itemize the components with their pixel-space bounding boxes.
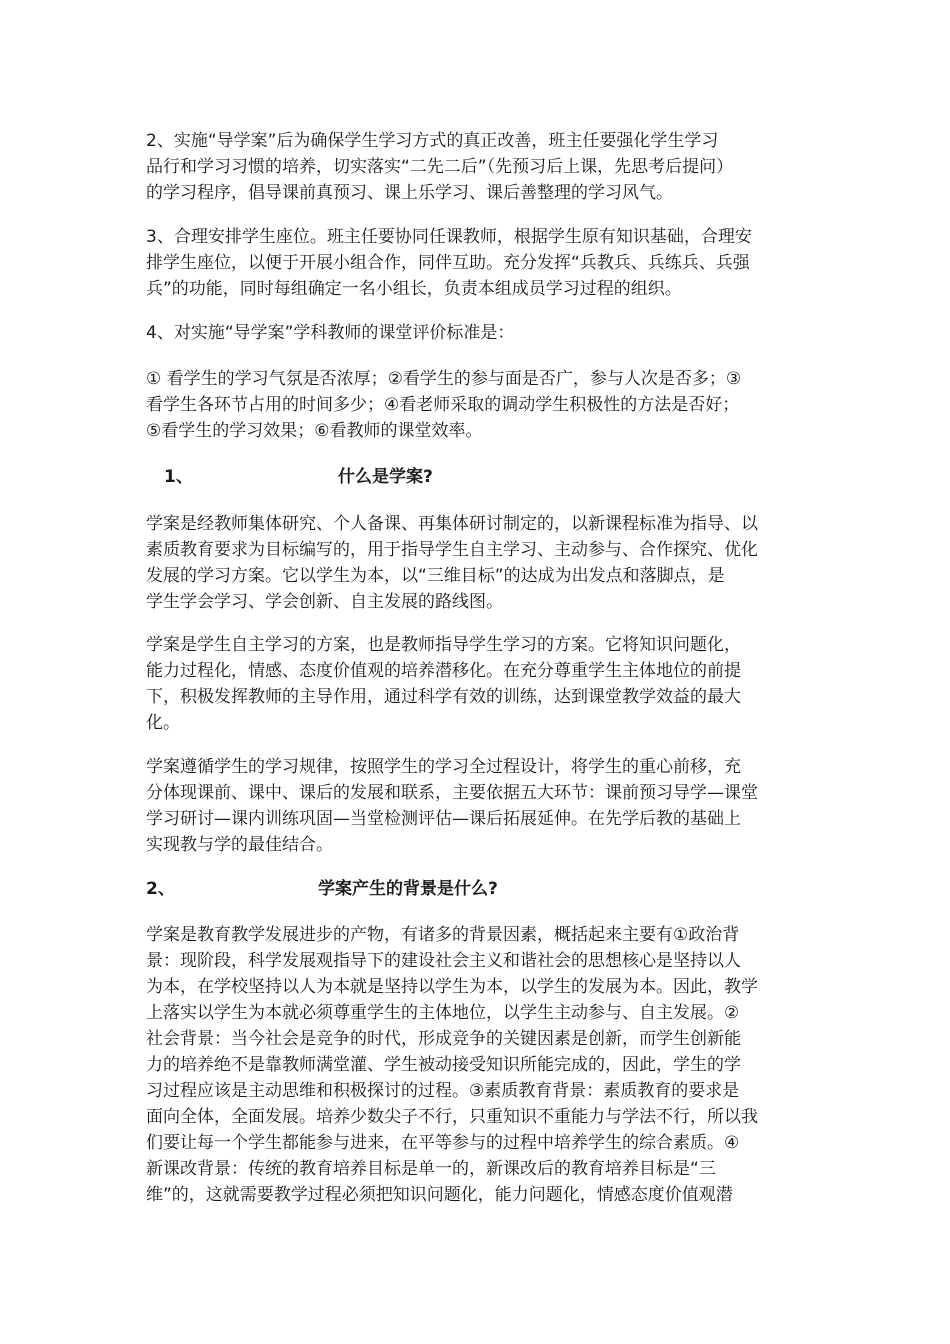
text-line: ⑤看学生的学习效果；⑥看教师的课堂效率。 <box>146 421 483 441</box>
text-line: 看学生各环节占用的时间多少；④看老师采取的调动学生积极性的方法是否好； <box>146 395 740 415</box>
text-line: 素质教育要求为目标编写的，用于指导学生自主学习、主动参与、合作探究、优化 <box>146 540 758 560</box>
text-line: 品行和学习习惯的培养，切实落实“二先二后”（先预习后上课，先思考后提问） <box>146 157 734 177</box>
text-line: 发展的学习方案。它以学生为本，以“三维目标”的达成为出发点和落脚点，是 <box>146 566 725 586</box>
text-line: 的学习程序，倡导课前真预习、课上乐学习、课后善整理的学习风气。 <box>146 183 673 203</box>
paragraph-study-plan-process <box>146 754 806 858</box>
text-line: 社会背景：当今社会是竞争的时代，形成竞争的关键因素是创新，而学生创新能 <box>146 1029 741 1049</box>
text-line: 下，积极发挥教师的主导作用，通过科学有效的训练，达到课堂教学效益的最大 <box>146 687 741 707</box>
paragraph-study-plan-definition <box>146 511 806 615</box>
paragraph-guide-plan-implementation <box>146 128 806 206</box>
text-line: 习过程应该是主动思维和积极探讨的过程。③素质教育背景：素质教育的要求是 <box>146 1081 740 1101</box>
text-line: 排学生座位，以便于开展小组合作，同伴互助。充分发挥“兵教兵、兵练兵、兵强 <box>146 253 750 273</box>
paragraph-study-plan-role <box>146 632 806 736</box>
section-heading-what-is-study-plan <box>146 464 806 490</box>
text-line: ① 看学生的学习气氛是否浓厚；②看学生的参与面是否广，参与人次是否多；③ <box>146 369 742 389</box>
text-line: 景：现阶段，科学发展观指导下的建设社会主义和谐社会的思想核心是坚持以人 <box>146 951 741 971</box>
text-line: 2、实施“导学案”后为确保学生学习方式的真正改善，班主任要强化学生学习 <box>146 131 719 151</box>
text-line: 上落实以学生为本就必须尊重学生的主体地位，以学生主动参与、自主发展。② <box>146 1003 740 1023</box>
heading-number: 1、 <box>164 467 193 487</box>
heading-title: 什么是学案? <box>338 467 433 487</box>
paragraph-background-factors <box>146 922 806 1208</box>
text-line: 们要让每一个学生都能参与进来，在平等参与的过程中培养学生的综合素质。④ <box>146 1133 740 1153</box>
text-line: 新课改背景：传统的教育培养目标是单一的，新课改后的教育培养目标是“三 <box>146 1159 716 1179</box>
text-line: 维”的，这就需要教学过程必须把知识问题化，能力问题化，情感态度价值观潜 <box>146 1185 733 1205</box>
text-line: 学生学会学习、学会创新、自主发展的路线图。 <box>146 592 503 612</box>
text-line: 学案是教育教学发展进步的产物，有诸多的背景因素，概括起来主要有①政治背 <box>146 925 740 945</box>
paragraph-evaluation-standard <box>146 320 806 346</box>
section-heading-background <box>146 876 806 902</box>
paragraph-seating-arrangement <box>146 224 806 302</box>
text-line: 学案是经教师集体研究、个人备课、再集体研讨制定的，以新课程标准为指导、以 <box>146 514 758 534</box>
text-line: 3、合理安排学生座位。班主任要协同任课教师，根据学生原有知识基础，合理安 <box>146 227 752 247</box>
text-line: 能力过程化，情感、态度价值观的培养潜移化。在充分尊重学生主体地位的前提 <box>146 661 741 681</box>
paragraph-evaluation-items <box>146 366 806 444</box>
text-line: 分体现课前、课中、课后的发展和联系，主要依据五大环节：课前预习导学—课堂 <box>146 783 758 803</box>
text-line: 学习研讨—课内训练巩固—当堂检测评估—课后拓展延伸。在先学后教的基础上 <box>146 809 741 829</box>
text-line: 力的培养绝不是靠教师满堂灌、学生被动接受知识所能完成的，因此，学生的学 <box>146 1055 741 1075</box>
text-line: 学案遵循学生的学习规律，按照学生的学习全过程设计，将学生的重心前移，充 <box>146 757 741 777</box>
text-line: 实现教与学的最佳结合。 <box>146 835 333 855</box>
text-line: 面向全体，全面发展。培养少数尖子不行，只重知识不重能力与学法不行，所以我 <box>146 1107 758 1127</box>
heading-number: 2、 <box>146 879 175 899</box>
text-line: 兵”的功能，同时每组确定一名小组长，负责本组成员学习过程的组织。 <box>146 279 682 299</box>
heading-title: 学案产生的背景是什么? <box>318 879 498 899</box>
text-line: 学案是学生自主学习的方案，也是教师指导学生学习的方案。它将知识问题化， <box>146 635 741 655</box>
text-line: 为本，在学校坚持以人为本就是坚持以学生为本，以学生的发展为本。因此，教学 <box>146 977 758 997</box>
text-line: 化。 <box>146 713 180 733</box>
text-line: 4、对实施“导学案”学科教师的课堂评价标准是： <box>146 323 515 343</box>
